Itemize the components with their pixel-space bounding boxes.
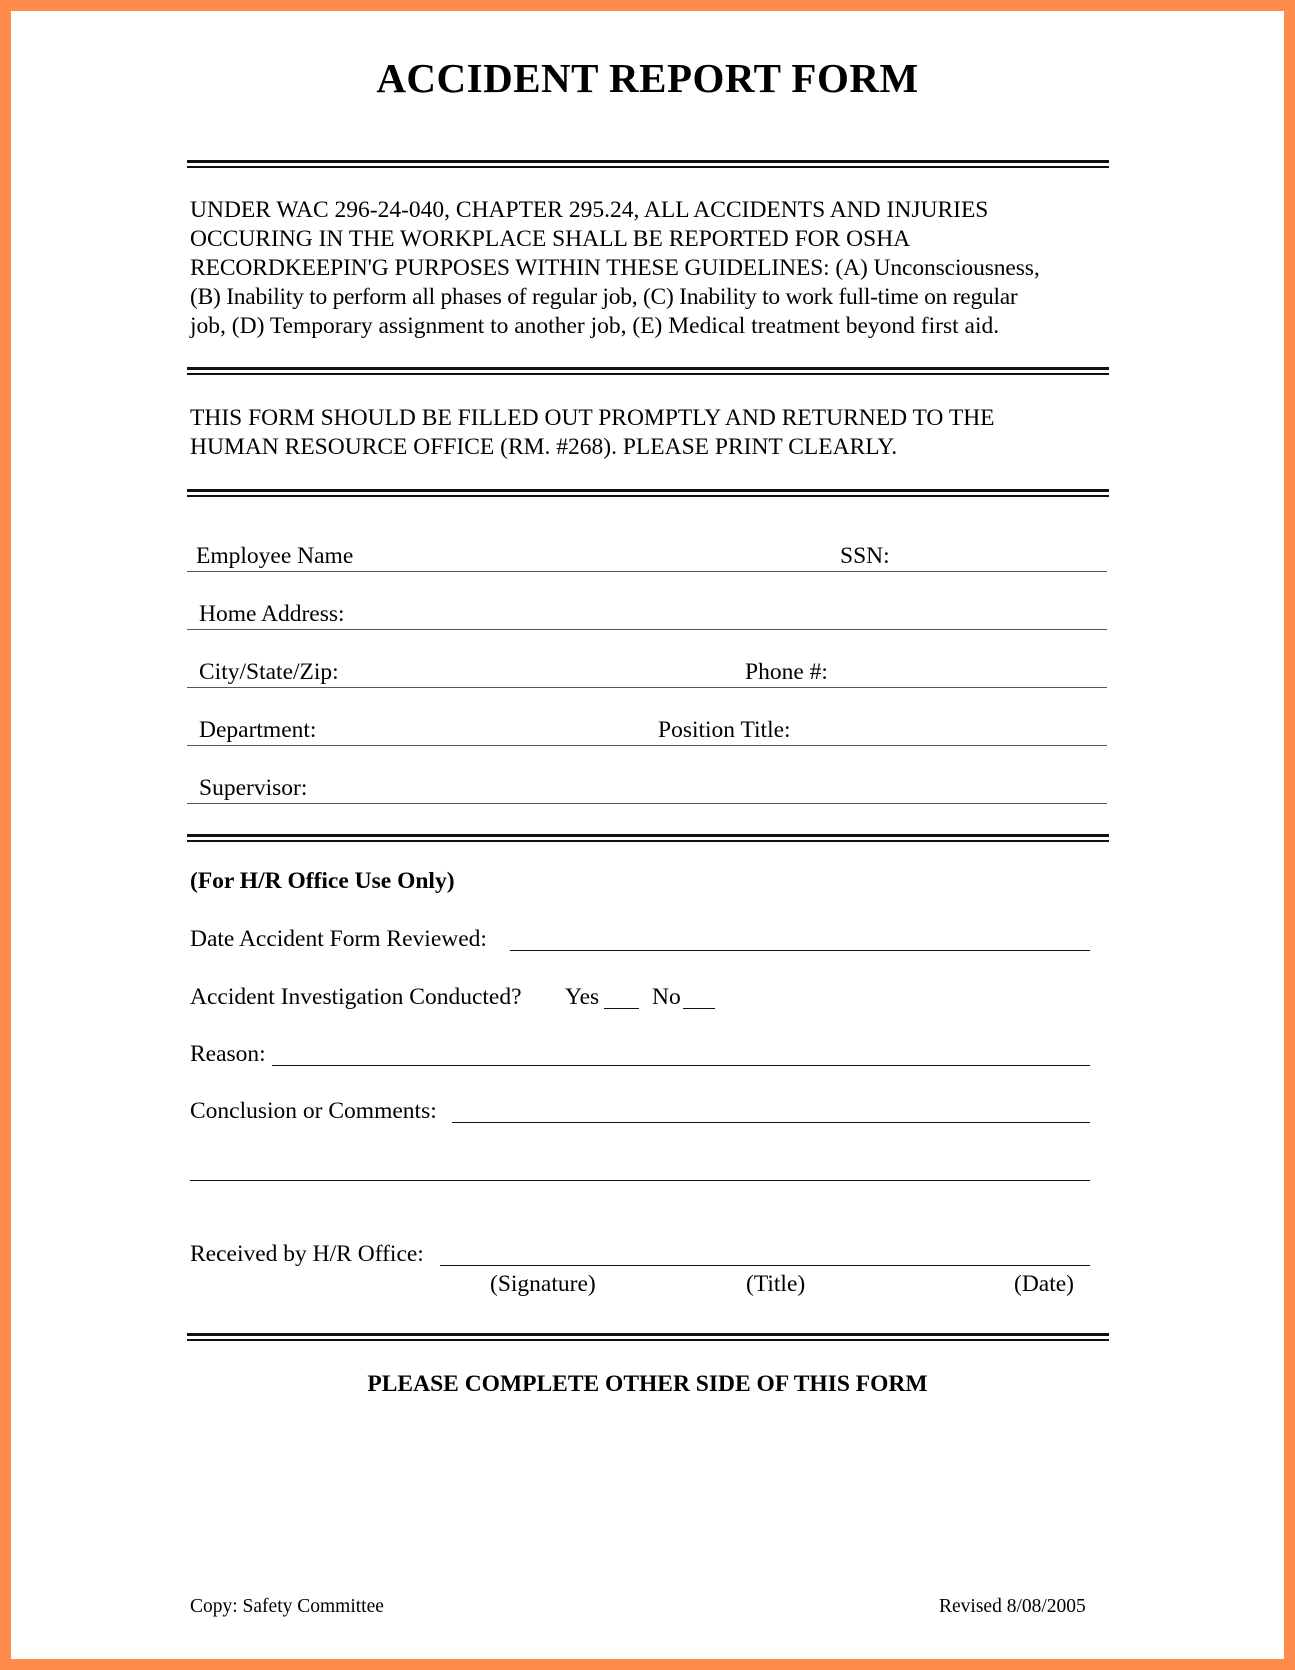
reason-field[interactable] [272,1065,1090,1066]
ssn-label: SSN: [840,543,890,569]
phone-label: Phone #: [745,659,828,685]
footer-revised: Revised 8/08/2005 [939,1596,1086,1617]
reason-label: Reason: [190,1041,266,1067]
instruction-paragraph [190,404,1108,462]
intro-paragraph [190,196,1108,341]
divider [187,834,1109,842]
city-state-zip-label: City/State/Zip: [199,659,339,685]
instruction-line: THIS FORM SHOULD BE FILLED OUT PROMPTLY AND RETURNED TO THE [190,405,995,431]
received-by-field[interactable] [440,1265,1090,1266]
date-reviewed-label: Date Accident Form Reviewed: [190,926,487,952]
home-address-label: Home Address: [199,601,345,627]
yes-field[interactable] [604,1008,639,1009]
department-label: Department: [199,717,317,743]
divider [187,489,1109,497]
footer-copy: Copy: Safety Committee [190,1596,384,1617]
received-by-label: Received by H/R Office: [190,1241,424,1267]
employee-name-label: Employee Name [196,543,354,569]
yes-label: Yes [565,984,600,1010]
city-state-zip-row[interactable] [187,651,1107,688]
supervisor-row[interactable] [187,767,1107,804]
divider [187,160,1109,168]
conclusion-label: Conclusion or Comments: [190,1098,437,1124]
intro-line: job, (D) Temporary assignment to another job, (E) Medical treatment beyond first aid. [190,313,1000,339]
intro-line: RECORDKEEPIN'G PURPOSES WITHIN THESE GUIDELINES: (A) Unconsciousness, [190,255,1040,281]
signature-caption: (Signature) [490,1271,596,1297]
conclusion-extra-line[interactable] [190,1180,1090,1181]
divider [187,1333,1109,1341]
divider [187,367,1109,375]
home-address-row[interactable] [187,593,1107,630]
closing-note: PLEASE COMPLETE OTHER SIDE OF THIS FORM [367,1371,928,1397]
intro-line: (B) Inability to perform all phases of regular job, (C) Inability to work full-time on regular [190,284,1018,310]
position-title-label: Position Title: [658,717,791,743]
conclusion-field[interactable] [452,1122,1090,1123]
no-label: No [652,984,681,1010]
department-row[interactable] [187,709,1107,746]
hr-office-heading: (For H/R Office Use Only) [190,868,455,894]
employee-name-row[interactable] [187,535,1107,572]
investigation-label: Accident Investigation Conducted? [190,984,522,1010]
date-reviewed-field[interactable] [510,950,1090,951]
date-caption: (Date) [1014,1271,1075,1297]
intro-line: UNDER WAC 296-24-040, CHAPTER 295.24, ALL ACCIDENTS AND INJURIES [190,197,989,223]
supervisor-label: Supervisor: [199,775,308,801]
instruction-line: HUMAN RESOURCE OFFICE (RM. #268). PLEASE PRINT CLEARLY. [190,434,898,460]
intro-line: OCCURING IN THE WORKPLACE SHALL BE REPORTED FOR OSHA [190,226,911,252]
title-caption: (Title) [746,1271,806,1297]
form-title: ACCIDENT REPORT FORM [376,55,919,101]
no-field[interactable] [683,1008,715,1009]
